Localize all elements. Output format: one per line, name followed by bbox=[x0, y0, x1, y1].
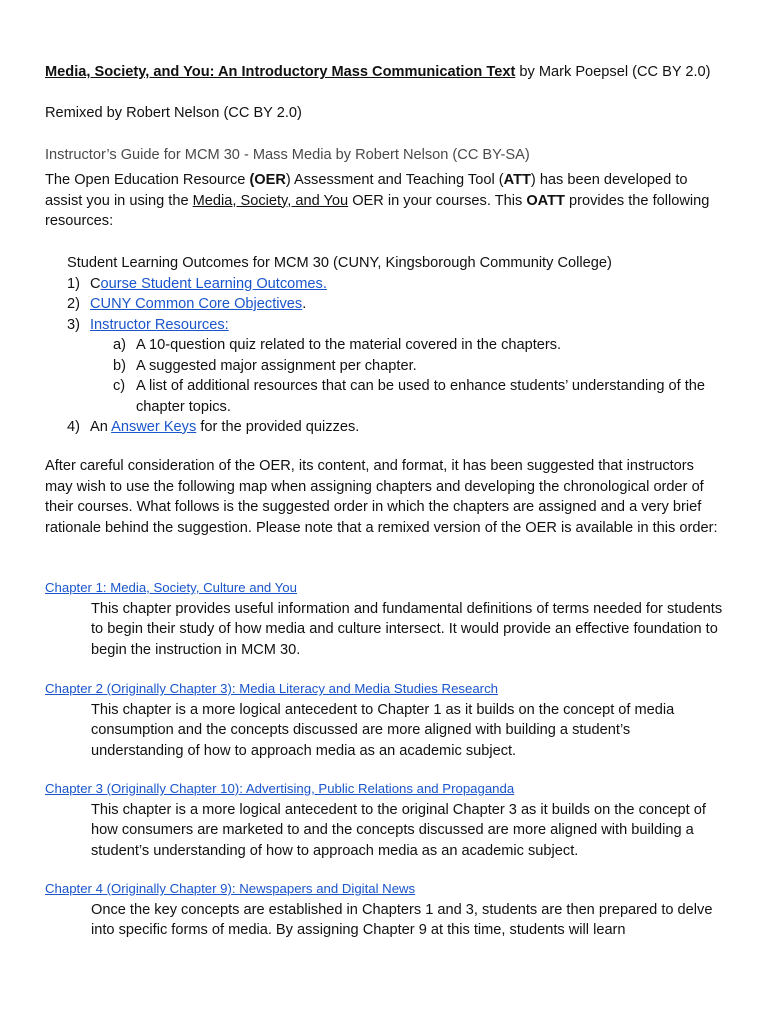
oatt-term: OATT bbox=[526, 192, 565, 209]
consideration-paragraph: After careful consideration of the OER, its content, and format, it has been suggested that instructors may wish to use the following map when assigning chapters and developing the chronological order of their courses. What follows is the suggested order in which the chapters are assigned and a very brief rationale behind the suggestion. Please note that a remixed version of the OER is available in this order: bbox=[45, 458, 718, 536]
sub-list-item bbox=[67, 356, 727, 377]
guide-subtitle: Instructor’s Guide for MCM 30 - Mass Media by Robert Nelson (CC BY-SA) bbox=[45, 147, 530, 163]
chapter-section bbox=[45, 779, 725, 861]
list-number: 4) bbox=[67, 419, 80, 435]
intro-text: OER in your courses. This bbox=[348, 192, 527, 209]
chapter-4-link[interactable]: Chapter 4 (Originally Chapter 9): Newspapers and Digital News bbox=[45, 881, 416, 896]
chapter-description: Once the key concepts are established in Chapters 1 and 3, students are then prepared to delve into specific forms of media. By assigning Chapter 9 at this time, students will learn bbox=[91, 901, 713, 938]
list-text: An bbox=[90, 419, 112, 435]
oer-term: (OER bbox=[249, 172, 286, 188]
sub-list-item bbox=[67, 376, 727, 417]
chapter-description: This chapter is a more logical antecedent to Chapter 1 as it builds on the concept of media consumption and the concepts discussed are more aligned with building a student’s understanding of how to approach media as an academic subject. bbox=[91, 701, 675, 759]
chapter-section bbox=[45, 879, 725, 941]
intro-text: provides the following resources: bbox=[45, 192, 710, 229]
list-text: C bbox=[90, 275, 101, 292]
source-citation bbox=[45, 62, 725, 83]
sub-list-letter: b) bbox=[113, 357, 126, 374]
chapter-3-link[interactable]: Chapter 3 (Originally Chapter 10): Advertising, Public Relations and Propaganda bbox=[45, 781, 515, 796]
list-number: 3) bbox=[67, 316, 80, 333]
sub-list-letter: a) bbox=[113, 337, 126, 353]
list-item bbox=[67, 417, 727, 438]
sub-list-text: A suggested major assignment per chapter. bbox=[136, 357, 417, 374]
book-reference: Media, Society, and You bbox=[192, 192, 349, 209]
list-item bbox=[67, 294, 727, 315]
resources-heading: Student Learning Outcomes for MCM 30 (CUNY, Kingsborough Community College) bbox=[67, 255, 612, 271]
chapter-2-link[interactable]: Chapter 2 (Originally Chapter 3): Media Literacy and Media Studies Research bbox=[45, 681, 498, 696]
sub-list-letter: c) bbox=[113, 378, 126, 394]
sub-list-text: A 10-question quiz related to the material covered in the chapters. bbox=[136, 337, 562, 353]
chapter-description: This chapter is a more logical antecedent to the original Chapter 3 as it builds on the concept of how consumers are marketed to and the concepts discussed are more aligned with building a student’s understanding of how to approach media as an academic subject. bbox=[91, 801, 706, 859]
book-title: Media, Society, and You: An Introductory Mass Communication Text bbox=[45, 64, 516, 80]
answer-keys-link[interactable]: Answer Keys bbox=[111, 419, 197, 435]
att-term: ATT bbox=[503, 172, 531, 188]
list-number: 1) bbox=[67, 275, 80, 292]
book-author: by Mark Poepsel (CC BY 2.0) bbox=[515, 64, 711, 80]
chapter-description: This chapter provides useful information and fundamental definitions of terms needed for students to begin their study of how media and culture intersect. It would provide an effective foundation to begin the instruction in MCM 30. bbox=[91, 600, 723, 658]
list-number: 2) bbox=[67, 296, 80, 312]
list-item bbox=[67, 274, 727, 295]
list-text: for the provided quizzes. bbox=[196, 419, 360, 435]
sub-list-text: A list of additional resources that can be used to enhance students’ understanding of the chapter topics. bbox=[136, 378, 705, 415]
chapter-section bbox=[45, 578, 725, 660]
chapter-1-link[interactable]: Chapter 1: Media, Society, Culture and You bbox=[45, 580, 297, 595]
intro-text: ) has been developed to assist you in using the bbox=[45, 172, 688, 209]
intro-paragraph bbox=[45, 170, 725, 232]
chapter-section bbox=[45, 679, 725, 761]
sub-list-item bbox=[67, 335, 727, 356]
intro-text: ) Assessment and Teaching Tool ( bbox=[285, 172, 504, 188]
intro-text: The Open Education Resource bbox=[45, 172, 250, 188]
list-item bbox=[67, 315, 727, 336]
course-outcomes-link[interactable]: ourse Student Learning Outcomes. bbox=[100, 275, 327, 292]
remix-line: Remixed by Robert Nelson (CC BY 2.0) bbox=[45, 105, 302, 121]
instructor-resources-link[interactable]: Instructor Resources: bbox=[90, 316, 229, 333]
resources-list bbox=[67, 253, 727, 438]
core-objectives-link[interactable]: CUNY Common Core Objectives bbox=[90, 296, 303, 312]
list-text: . bbox=[302, 296, 307, 312]
